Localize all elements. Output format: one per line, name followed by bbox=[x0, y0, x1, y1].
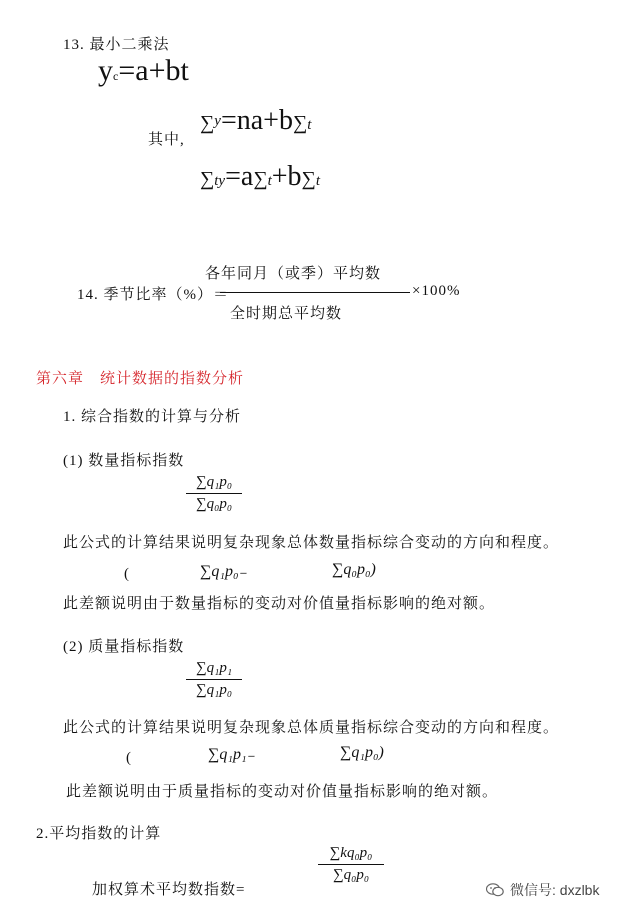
quality-diff-description: 此差额说明由于质量指标的变动对价值量指标影响的绝对额。 bbox=[66, 784, 499, 800]
quantity-index-fraction bbox=[186, 474, 242, 513]
fraction-numerator: ∑q₁p₀ bbox=[195, 474, 233, 490]
seasonal-ratio-denominator: 全时期总平均数 bbox=[230, 306, 343, 322]
quantity-diff-term-b: ∑q₀p₀) bbox=[332, 561, 376, 578]
sigma-symbol: ∑ bbox=[301, 168, 316, 190]
quantity-index-title: (1) 数量指标指数 bbox=[63, 453, 185, 469]
quality-diff-paren: ( bbox=[126, 750, 131, 766]
quantity-diff-term-a: ∑q₁p₀₋ bbox=[200, 563, 247, 580]
quality-diff-term-a: ∑q₁p₁₋ bbox=[208, 746, 255, 763]
wechat-watermark bbox=[486, 880, 599, 900]
seasonal-ratio-numerator: 各年同月（或季）平均数 bbox=[205, 266, 382, 282]
fraction-bar bbox=[186, 679, 242, 680]
quantity-diff-paren: ( bbox=[124, 566, 129, 582]
fraction-bar bbox=[186, 493, 242, 494]
least-squares-main-formula bbox=[98, 54, 189, 88]
fraction-denominator: ∑q₁p₀ bbox=[195, 682, 233, 698]
wechat-icon bbox=[486, 883, 504, 897]
weighted-index-fraction bbox=[318, 845, 384, 884]
watermark-text: 微信号: dxzlbk bbox=[510, 882, 600, 898]
section-1-heading: 1. 综合指数的计算与分析 bbox=[63, 409, 242, 425]
fraction-denominator: ∑q₀p₀ bbox=[332, 867, 370, 883]
quantity-index-description: 此公式的计算结果说明复杂现象总体数量指标综合变动的方向和程度。 bbox=[63, 535, 560, 551]
chapter-6-heading: 第六章 统计数据的指数分析 bbox=[36, 371, 245, 387]
normal-equation-2: ∑ty=a∑t+b∑t bbox=[200, 161, 320, 192]
fraction-numerator: ∑q₁p₁ bbox=[195, 660, 233, 676]
quality-index-description: 此公式的计算结果说明复杂现象总体质量指标综合变动的方向和程度。 bbox=[63, 720, 560, 736]
quality-index-fraction bbox=[186, 660, 242, 699]
formula-subscript-c: c bbox=[113, 69, 119, 83]
quality-index-title: (2) 质量指标指数 bbox=[63, 639, 185, 655]
fraction-numerator: ∑kq₀p₀ bbox=[329, 845, 373, 861]
seasonal-ratio-label: 14. 季节比率（%）＝ bbox=[77, 287, 229, 303]
sigma-symbol: ∑ bbox=[200, 168, 215, 190]
seasonal-ratio-suffix: ×100% bbox=[412, 283, 461, 299]
sigma-symbol: ∑ bbox=[200, 112, 215, 134]
fraction-bar bbox=[318, 864, 384, 865]
section-13-heading: 13. 最小二乘法 bbox=[63, 37, 170, 53]
formula-rest: =a+bt bbox=[118, 54, 189, 87]
quality-diff-term-b: ∑q₁p₀) bbox=[340, 744, 384, 761]
sigma-symbol: ∑ bbox=[292, 112, 308, 134]
fraction-denominator: ∑q₀p₀ bbox=[195, 496, 233, 512]
sigma-symbol: ∑ bbox=[253, 168, 268, 190]
section-2-heading: 2.平均指数的计算 bbox=[36, 826, 162, 842]
seasonal-ratio-fraction-bar bbox=[220, 292, 410, 293]
quantity-diff-description: 此差额说明由于数量指标的变动对价值量指标影响的绝对额。 bbox=[63, 596, 496, 612]
normal-equation-1: ∑y=na+b∑t bbox=[200, 105, 312, 136]
formula-y: y bbox=[98, 54, 113, 87]
qizhong-label: 其中, bbox=[148, 132, 185, 148]
weighted-index-label: 加权算术平均数指数= bbox=[92, 882, 246, 898]
